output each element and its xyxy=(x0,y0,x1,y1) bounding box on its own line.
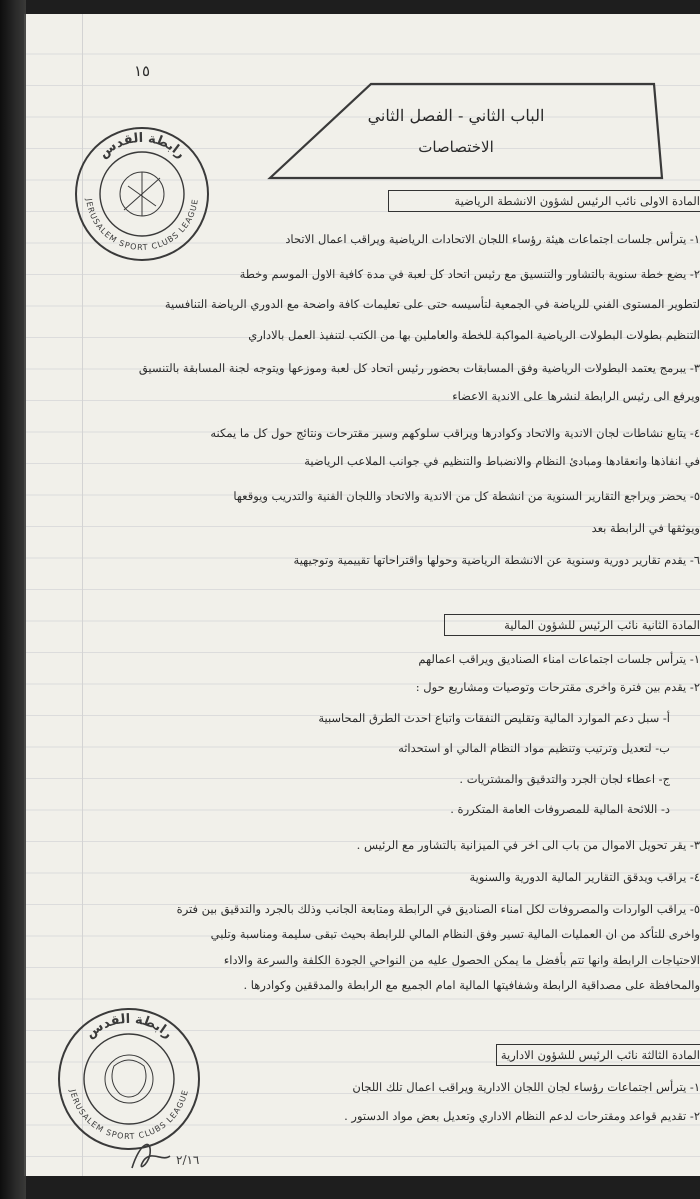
text-line: ج- اعطاء لجان الجرد والتدقيق والمشتريات . xyxy=(459,772,670,786)
text-line: التنظيم بطولات البطولات الرياضية المواكبة للخطة والعاملين بها من الكتب لتنفيذ العمل بالاداري xyxy=(248,328,700,342)
section-heading: المادة الاولى نائب الرئيس لشؤون الانشطة الرياضية xyxy=(388,190,700,212)
stamp-emblem-icon xyxy=(120,172,164,216)
text-line: الاحتياجات الرابطة وانها تتم بأفضل ما يمكن الحصول عليه من النواحي الجودة الكلفة والسرعة والاداء xyxy=(223,953,700,967)
text-line: ٤- يتابع نشاطات لجان الاندية والاتحاد وكوادرها ويراقب سلوكهم وسير مقترحات ونتائج حول كل ما يمكنه xyxy=(210,426,700,440)
text-line: ٦- يقدم تقارير دورية وسنوية عن الانشطة الرياضية وحولها واقتراحاتها تقييمية وتوجيهية xyxy=(293,553,700,567)
text-line: ٢- يقدم بين فترة واخرى مقترحات وتوصيات ومشاريع حول : xyxy=(415,680,700,694)
chapter-subtitle: الاختصاصات xyxy=(418,138,494,156)
handwritten-signature xyxy=(126,1132,216,1176)
text-line: ٣- يقر تحويل الاموال من باب الى اخر في الميزانية بالتشاور مع الرئيس . xyxy=(356,838,700,852)
section-heading: المادة الثانية نائب الرئيس للشؤون المالية xyxy=(444,614,700,636)
text-line: ٣- يبرمج يعتمد البطولات الرياضية وفق المسابقات بحضور رئيس اتحاد كل لعبة وموزعها ويتوجه لجنة المسابقة بالتنسيق xyxy=(138,361,700,375)
signature-date: ٢/١٦ xyxy=(176,1153,200,1167)
book-binding xyxy=(0,0,26,1199)
stamp-arabic-text: رابطة القدس xyxy=(83,1011,176,1042)
page-number: ١٥ xyxy=(134,62,151,80)
text-line: ١- يترأس جلسات اجتماعات امناء الصناديق ويراقب اعمالهم xyxy=(418,652,700,666)
text-line: ٢- يضع خطة سنوية بالتشاور والتنسيق مع رئيس اتحاد كل لعبة في مدة كافية الاول الموسم وخطة xyxy=(239,267,700,281)
text-line: لتطوير المستوى الفني للرياضة في الجمعية لتأسيسه حتى على تعليمات كافة واضحة مع الدوري الرياضة التنافسية xyxy=(164,297,700,311)
text-line: في انفاذها وانعقادها ومبادئ النظام والانضباط والتنظيم في جوانب الملاعب الرياضية xyxy=(304,454,700,468)
text-line: ٤- يراقب ويدقق التقارير المالية الدورية والسنوية xyxy=(469,870,700,884)
stamp-emblem-icon xyxy=(105,1055,153,1103)
text-line: ٥- يراقب الواردات والمصروفات لكل امناء الصناديق في الرابطة ومتابعة الجانب وذلك بالجرد والتدقيق بين فترة xyxy=(176,902,700,916)
document-page xyxy=(24,14,700,1176)
text-line: ويوثقها في الرابطة بعد xyxy=(591,521,700,535)
stamp-latin-text: JERUSALEM SPORT CLUBS LEAGUE xyxy=(84,197,200,253)
text-line: واخرى للتأكد من ان العمليات المالية تسير وفق النظام المالي للرابطة بحيث تبقى سليمة ومناسبة وتلبي xyxy=(210,927,700,941)
text-line: ويرفع الى رئيس الرابطة لنشرها على الاندية الاعضاء xyxy=(452,389,700,403)
stamp-arabic-text: رابطة القدس xyxy=(96,130,188,162)
chapter-title-frame xyxy=(266,80,666,182)
chapter-title: الباب الثاني - الفصل الثاني xyxy=(367,106,545,125)
text-line: ٥- يحضر ويراجع التقارير السنوية من انشطة كل من الاندية والاتحاد واللجان الفنية والتدريب ويوقعها xyxy=(233,489,700,503)
text-line: ب- لتعديل وترتيب وتنظيم مواد النظام المالي او استحداثه xyxy=(398,741,670,755)
stamp-latin-text: JERUSALEM SPORT CLUBS LEAGUE xyxy=(68,1088,190,1142)
text-line: د- اللائحة المالية للمصروفات العامة المتكررة . xyxy=(450,802,670,816)
text-line: ١- يترأس اجتماعات رؤساء لجان اللجان الادارية ويراقب اعمال تلك اللجان xyxy=(352,1080,700,1094)
text-line: أ- سبل دعم الموارد المالية وتقليص النفقات واتباع احدث الطرق المحاسبية xyxy=(318,711,670,725)
text-line: ٢- تقديم قواعد ومقترحات لدعم النظام الاداري وتعديل بعض مواد الدستور . xyxy=(344,1109,700,1123)
section-heading: المادة الثالثة نائب الرئيس للشؤون الادارية xyxy=(496,1044,700,1066)
text-line: والمحافظة على مصداقية الرابطة وشفافيتها المالية امام الجميع مع الرابطة والمدققين وكوادرها . xyxy=(243,978,700,992)
text-line: ١- يترأس جلسات اجتماعات هيئة رؤساء اللجان الاتحادات الرياضية ويراقب اعمال الاتحاد xyxy=(285,232,700,246)
